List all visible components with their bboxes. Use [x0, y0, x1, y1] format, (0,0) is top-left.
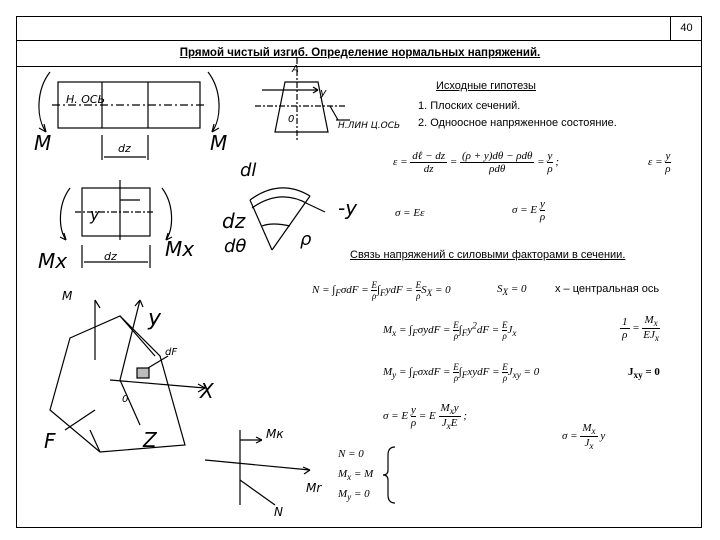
m-3d-label: M [62, 289, 73, 303]
system-my: $M_y = 0$ [338, 488, 370, 503]
hypothesis-1: 1. Плоских сечений. [418, 100, 521, 112]
n-label: N [274, 505, 283, 519]
curvature-formula: $\frac{1}{\rho}$ = $M_x$ $EJ_x$ [622, 314, 659, 344]
section-zero-label: 0 [288, 114, 295, 125]
hypotheses-heading: Исходные гипотезы [436, 80, 536, 92]
dz-label-top: dz [118, 142, 131, 155]
neutral-axis-label: Н. ОСЬ [66, 93, 106, 106]
x-axis-label: X [200, 379, 214, 403]
page-number: 40 [670, 16, 702, 40]
sigma-final: σ = $\frac{M_x}{J_x}$ y [562, 422, 606, 452]
z-axis-label: Z [143, 428, 157, 452]
section-a-label: A [292, 64, 299, 75]
moment-left-label: M [34, 131, 52, 155]
df-label: dF [165, 347, 178, 358]
page-title: Прямой чистый изгиб. Определение нормальных напряжений. [179, 47, 541, 59]
strain-equation: ε = dℓ − dz dz = (ρ + y)dθ − ρdθ ρdθ = $\frac{y}{\rho}$ ; [393, 150, 560, 175]
dtheta-label: dθ [224, 236, 247, 257]
system-n: N = 0 [338, 448, 364, 460]
mk-label: Mк [266, 427, 284, 441]
element-y-label: y [90, 205, 100, 224]
mr-label: Mr [306, 481, 322, 495]
jxy-zero: $J_{xy} = 0$ [628, 366, 660, 381]
mx-left-label: Mx [38, 249, 68, 273]
moment-right-label: M [210, 131, 228, 155]
mx-integral: $M_x = \int_F\sigma ydF$ = $\frac{E}{\rho}$ $\int_Fy^2dF$ = $\frac{E}{\rho}$ $J_x$ [383, 320, 517, 341]
relation-heading: Связь напряжений с силовыми факторами в сечении. [350, 249, 626, 261]
zero-3d-label: 0 [122, 394, 129, 405]
dz-label-element: dz [104, 250, 117, 263]
strain-short: ε = $\frac{y}{\rho}$ [648, 150, 671, 175]
hypothesis-2: 2. Одноосное напряженное состояние. [418, 117, 617, 129]
y-3d-label: y [148, 306, 162, 331]
sigma-substitution: σ = E $\frac{y}{\rho}$ = E $M_xy$ $J_xE$ ; [383, 402, 468, 432]
axes-figure [205, 430, 395, 505]
my-integral: $M_y = \int_F\sigma xdF$ = $\frac{E}{\rho}$ $\int_FxydF$ = $\frac{E}{\rho}$ $J_{xy} = 0$ [383, 362, 540, 383]
neutral-line-label: Н.ЛИН Ц.ОСЬ [338, 121, 401, 131]
sx-zero: $S_X = 0$ [497, 283, 527, 298]
central-axis-note: x – центральная ось [555, 283, 660, 295]
hooke-law: σ = Eε [395, 207, 425, 219]
curved-element-figure [250, 188, 325, 250]
dl-label: dl [240, 160, 257, 181]
section-y-label: y [320, 86, 327, 99]
cross-section-figure [255, 58, 350, 140]
rho-label: ρ [300, 229, 312, 250]
dz-label-curved: dz [222, 209, 246, 233]
mx-right-label: Mx [165, 237, 195, 261]
f-label: F [44, 429, 56, 453]
normal-force-integral: $N = \int_F\sigma dF$ = $\frac{E}{\rho}$ $\int_FydF$ = $\frac{E}{\rho}$ $S_X = 0$ [312, 280, 451, 301]
beam-3d-figure [50, 300, 205, 452]
system-mx: $M_x = M$ [338, 468, 374, 483]
minus-y-label: -y [338, 196, 358, 220]
sigma-e-y-rho: σ = E $\frac{y}{\rho}$ [512, 198, 546, 223]
